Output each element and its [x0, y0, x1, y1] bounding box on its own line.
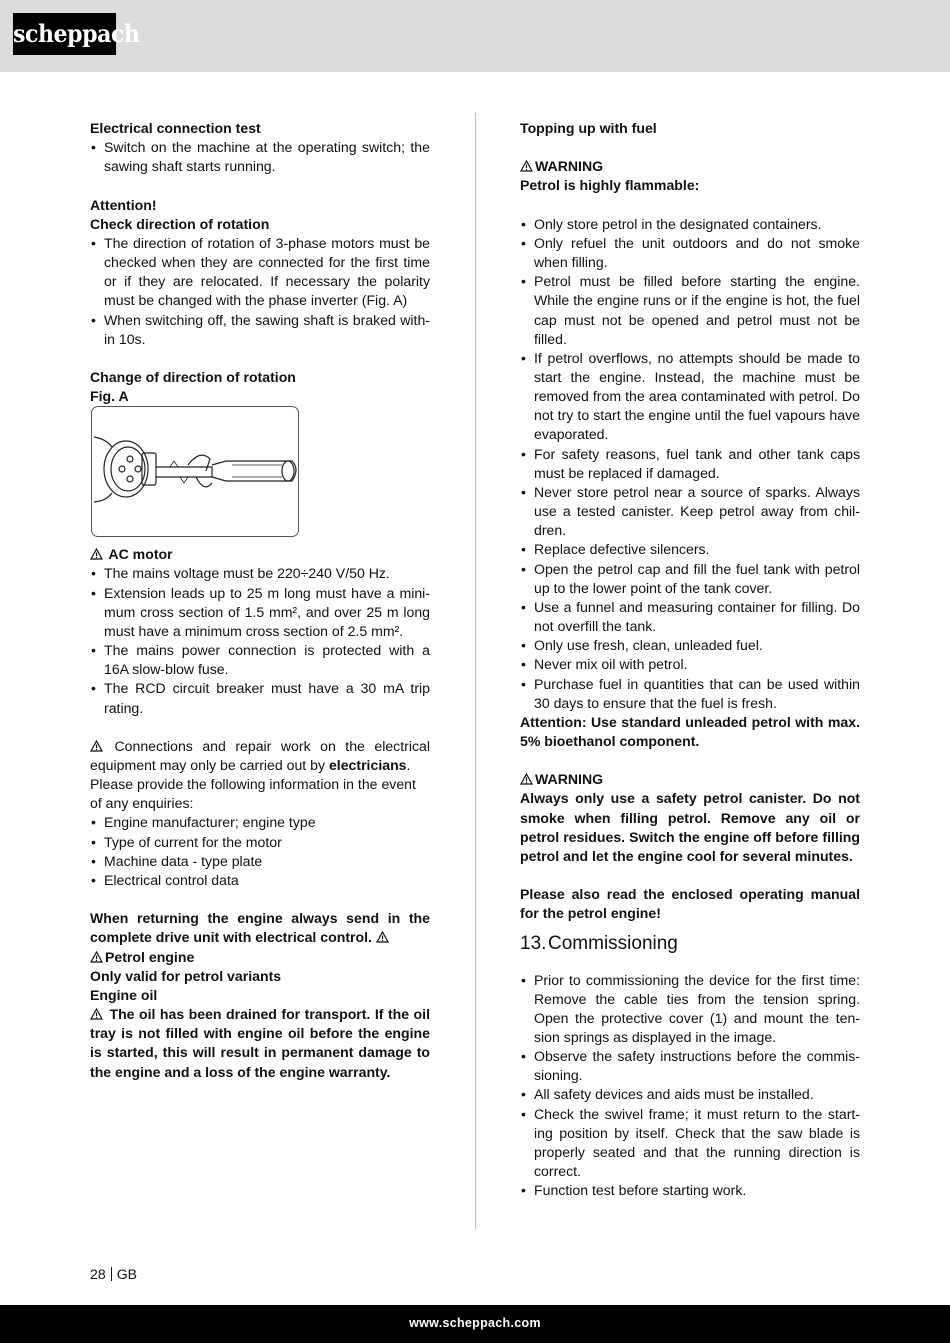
enquiry-list: [90, 813, 430, 890]
list-item: • For safety reasons, fuel tank and other tank caps must be replaced if damaged.: [520, 445, 860, 483]
list-item: • Only use fresh, clean, unleaded fuel.: [520, 636, 860, 655]
check-rotation-heading: Check direction of rotation: [90, 215, 270, 232]
list-item: • Purchase fuel in quantities that can be used within 30 days to ensure that the fuel is fresh.: [520, 675, 860, 713]
warning-heading-2: WARNING: [520, 770, 860, 789]
right-column: [520, 119, 860, 1200]
list-item: • Function test before starting work.: [520, 1181, 860, 1200]
unleaded-attention: Attention: Use standard unleaded petrol with max. 5% bioethanol component.: [520, 713, 860, 749]
electrical-test-list: [90, 138, 430, 176]
warning-triangle-icon: [90, 548, 103, 560]
canister-warning: Always only use a safety petrol canister. Do not smoke when filling petrol. Remove any oil or petrol residues. Switch the engine off before filling petrol and let the engine cool for several minutes.: [520, 790, 860, 864]
warning-heading: WARNING: [520, 157, 860, 176]
list-item: • Observe the safety instructions before the commis-sioning.: [520, 1047, 860, 1085]
ac-motor-heading: AC motor: [90, 545, 430, 564]
rotation-list: [90, 234, 430, 349]
fuel-safety-list: [520, 215, 860, 713]
column-divider: [475, 113, 476, 1230]
list-item: • The mains power connection is protected with a 16A slow-blow fuse.: [90, 641, 430, 679]
warning-triangle-icon: [90, 1008, 103, 1020]
phase-inverter-illustration: [92, 407, 299, 537]
electrical-test-heading: Electrical connection test: [90, 120, 261, 136]
engine-oil-heading: Engine oil: [90, 986, 158, 1003]
list-item: • The RCD circuit breaker must have a 30 mA trip rating.: [90, 679, 430, 717]
list-item: • Machine data - type plate: [90, 852, 430, 871]
list-item: • Check the swivel frame; it must return to the start-ing position by itself. Check that the saw blade is properly seated and that the running direction is correct.: [520, 1105, 860, 1182]
list-item: • All safety devices and aids must be installed.: [520, 1085, 860, 1104]
oil-warning: The oil has been drained for transport. If the oil tray is not filled with engine oil before the engine is started, this will result in permanent damage to the engine and a loss of the engine warranty.: [90, 1006, 430, 1080]
page-number: 28 GB: [90, 1266, 138, 1282]
section-heading-commissioning: 13.Commissioning: [520, 932, 678, 954]
electrician-notice: Connections and repair work on the electrical equipment may only be carried out by electricians.: [90, 737, 430, 774]
website-link[interactable]: www.scheppach.com: [409, 1316, 541, 1330]
list-item: • Never mix oil with petrol.: [520, 655, 860, 674]
commissioning-list: [520, 971, 860, 1201]
change-rotation-heading: Change of direction of rotation: [90, 369, 296, 385]
only-valid-text: Only valid for petrol variants: [90, 967, 282, 984]
read-manual-notice: Please also read the enclosed operating manual for the petrol engine!: [520, 886, 860, 922]
list-item: • Switch on the machine at the operating switch; the sawing shaft starts running.: [90, 138, 430, 176]
topping-up-heading: Topping up with fuel: [520, 120, 657, 136]
provide-info-text: Please provide the following information in the event of any enquiries:: [90, 776, 416, 812]
list-item: • Open the petrol cap and fill the fuel tank with petrol up to the lower point of the tank cover.: [520, 560, 860, 598]
list-item: • Electrical control data: [90, 871, 430, 890]
list-item: • If petrol overflows, no attempts should be made to start the engine. Instead, the machine must be removed from the area contaminated with petrol. Do not try to start the engine until the fuel vapours have evaporated.: [520, 349, 860, 445]
list-item: • When switching off, the sawing shaft is braked with-in 10s.: [90, 311, 430, 349]
list-item: • Engine manufacturer; engine type: [90, 813, 430, 832]
warning-triangle-icon: [90, 951, 103, 963]
list-item: • Only store petrol in the designated containers.: [520, 215, 860, 234]
page-separator: [111, 1267, 112, 1281]
ac-motor-list: [90, 564, 430, 717]
list-item: • The mains voltage must be 220÷240 V/50 Hz.: [90, 564, 430, 583]
attention-label: Attention!: [90, 196, 157, 213]
header-band: [0, 0, 950, 72]
footer-band: [0, 1305, 950, 1343]
list-item: • Never store petrol near a source of sparks. Always use a tested canister. Keep petrol away from chil-dren.: [520, 483, 860, 540]
warning-triangle-icon: [90, 740, 103, 752]
list-item: • Use a funnel and measuring container for filling. Do not overfill the tank.: [520, 598, 860, 636]
list-item: • The direction of rotation of 3-phase motors must be checked when they are connected for the first time or if they are relocated. If necessary the polarity must be changed with the phase inverter (Fig. A): [90, 234, 430, 311]
left-column: [90, 119, 430, 1082]
figure-label: Fig. A: [90, 388, 129, 405]
petrol-engine-heading: Petrol engine: [90, 948, 430, 967]
scheppach-logo: scheppach: [13, 13, 116, 55]
figure-a-phase-inverter: [91, 406, 299, 537]
returning-engine-notice: When returning the engine always send in the complete drive unit with electrical control.: [90, 910, 430, 946]
list-item: • Petrol must be filled before starting the engine. While the engine runs or if the engine is hot, the fuel cap must not be opened and petrol must not be filled.: [520, 272, 860, 349]
warning-triangle-icon: [520, 160, 533, 172]
list-item: • Extension leads up to 25 m long must have a mini-mum cross section of 1.5 mm², and over 25 m long must have a minimum cross section of 2.5 mm².: [90, 584, 430, 641]
list-item: • Only refuel the unit outdoors and do not smoke when filling.: [520, 234, 860, 272]
list-item: • Prior to commissioning the device for the first time: Remove the cable ties from the tension spring. Open the protective cover (1) and mount the ten-sion springs as displayed in the image.: [520, 971, 860, 1048]
warning-triangle-icon: [520, 773, 533, 785]
list-item: • Replace defective silencers.: [520, 540, 860, 559]
list-item: • Type of current for the motor: [90, 833, 430, 852]
flammable-text: Petrol is highly flammable:: [520, 177, 700, 194]
warning-triangle-icon: [376, 931, 389, 943]
